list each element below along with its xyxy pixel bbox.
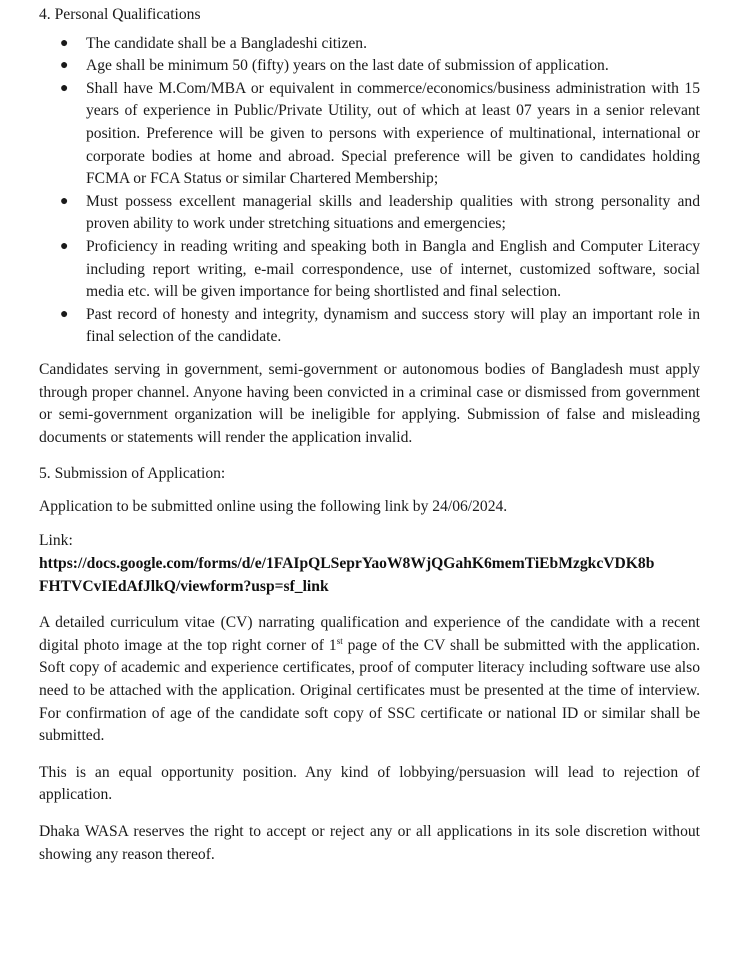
eligibility-note: Candidates serving in government, semi-government or autonomous bodies of Bangladesh must apply through proper channel. Anyone having been convicted in a criminal case or dismissed from government or semi-government organization will be ineligible for applying. Submission of false and misleading documents or statements will render the application invalid. — [39, 360, 700, 446]
bullet-icon: ● — [60, 193, 69, 209]
bullet-icon: ● — [60, 35, 69, 51]
application-form-link[interactable]: https://docs.google.com/forms/d/e/1FAIpQLSeprYaoW8WjQGahK6memTiEbMzgkcVDK8bFHTVCvIEdAfJlkQ/viewform?usp=sf_link — [39, 555, 655, 595]
section-heading-submission: 5. Submission of Application: — [39, 465, 226, 483]
reservation-note: Dhaka WASA reserves the right to accept or reject any or all applications in its sole discretion without showing any reason thereof. — [39, 823, 700, 863]
bullet-icon: ● — [60, 306, 69, 322]
list-item: ● Age shall be minimum 50 (fifty) years on the last date of submission of application. — [86, 55, 700, 78]
cv-instructions: A detailed curriculum vitae (CV) narrating qualification and experience of the candidate with a recent digital photo image at the top right corner of 1st page of the CV shall be submitted with the application. Soft copy of academic and experience certificates, proof of computer literacy including software use also need to be attached with the application. Original certificates must be presented at the time of interview. For confirmation of age of the candidate soft copy of SSC certificate or national ID or similar shall be submitted. — [39, 614, 700, 745]
bullet-icon: ● — [60, 80, 69, 96]
link-label: Link: — [39, 532, 73, 550]
list-item: ● Must possess excellent managerial skills and leadership qualities with strong personality and proven ability to work under stretching situations and emergencies; — [60, 192, 700, 233]
list-item: ● Shall have M.Com/MBA or equivalent in commerce/economics/business administration with 15 years of experience in Public/Private Utility, out of which at least 07 years in a senior relevant position. Preference will be given to persons with experience of multinational, international or corporate bodies at home and abroad. Special preference will be given to candidates holding FCMA or FCA Status or similar Chartered Membership; — [60, 79, 700, 188]
equal-opportunity-note: This is an equal opportunity position. Any kind of lobbying/persuasion will lead to rejection of application. — [39, 763, 700, 804]
list-item: ● Proficiency in reading writing and speaking both in Bangla and English and Computer Literacy including report writing, e-mail correspondence, use of internet, customized software, social media etc. will be given importance for being shortlisted and final selection. — [60, 237, 700, 301]
list-item: ● Past record of honesty and integrity, dynamism and success story will play an important role in final selection of the candidate. — [60, 305, 700, 346]
bullet-icon: ● — [60, 238, 69, 254]
list-item: ● The candidate shall be a Bangladeshi citizen. — [86, 33, 700, 56]
qualifications-list — [39, 33, 700, 349]
bullet-icon: ● — [60, 58, 69, 74]
submission-intro: Application to be submitted online using the following link by 24/06/2024. — [39, 497, 508, 515]
section-heading-qualifications: 4. Personal Qualifications — [39, 6, 201, 23]
